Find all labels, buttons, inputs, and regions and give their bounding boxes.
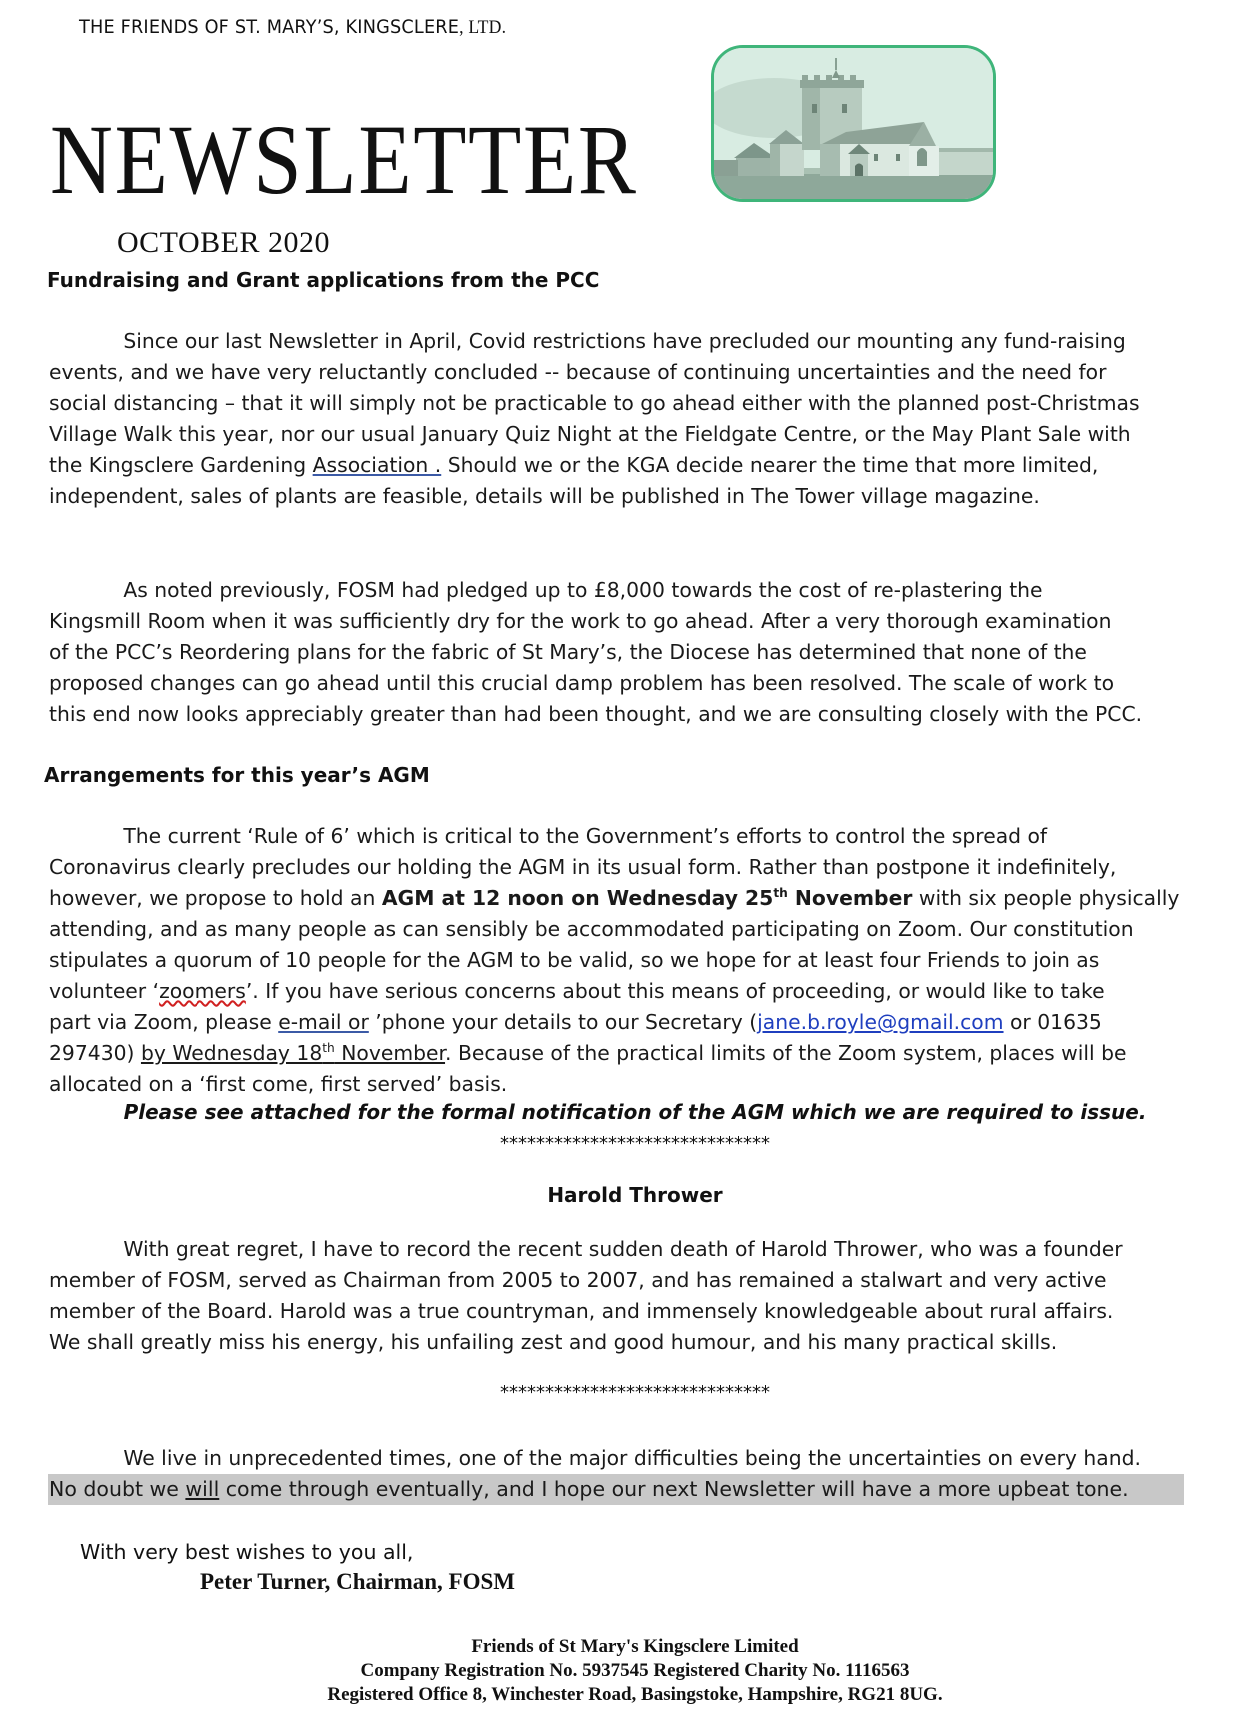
text-fragment: ’phone your details to our Secretary ( — [368, 1010, 758, 1034]
text-fragment: volunteer ‘ — [49, 979, 160, 1003]
text-line: of the PCC’s Reordering plans for the fabric of St Mary’s, the Diocese has determined that none of the — [49, 640, 1087, 664]
text-fragment: ’. If you have serious concerns about this means of proceeding, or would like to take — [245, 979, 1105, 1003]
text-line: allocated on a ‘first come, first served’ basis. — [49, 1072, 508, 1096]
text-line: Village Walk this year, nor our usual January Quiz Night at the Fieldgate Centre, or the May Plant Sale with — [49, 422, 1131, 446]
text-line: attending, and as many people as can sensibly be accommodated participating on Zoom. Our constitution — [49, 917, 1134, 941]
text-line: proposed changes can go ahead until this crucial damp problem has been resolved. The scale of work to — [49, 671, 1115, 695]
fundraising-paragraph-1 — [49, 326, 1199, 512]
agm-paragraph — [49, 821, 1199, 1100]
text-line: independent, sales of plants are feasible, details will be published in The Tower village magazine. — [49, 484, 1040, 508]
text-line: events, and we have very reluctantly concluded -- because of continuing uncertainties and the need for — [49, 360, 1107, 384]
text-fragment: or 01635 — [1003, 1010, 1102, 1034]
text-line: Kingsmill Room when it was sufficiently dry for the work to go ahead. After a very thorough examination — [49, 609, 1112, 633]
text-line: The current ‘Rule of 6’ which is critical to the Government’s efforts to control the spread of — [123, 824, 1048, 848]
text-fragment: the Kingsclere Gardening — [49, 453, 313, 477]
association-link[interactable]: Association . — [312, 453, 442, 477]
text-line: With great regret, I have to record the recent sudden death of Harold Thrower, who was a founder — [123, 1237, 1123, 1261]
church-sketch — [714, 48, 993, 199]
text-line — [49, 450, 1189, 481]
emphasis-will: will — [185, 1477, 220, 1501]
text-line: We shall greatly miss his energy, his unfailing zest and good humour, and his many practical skills. — [49, 1330, 1058, 1354]
text-fragment: AGM at 12 noon on Wednesday 25 — [381, 886, 774, 910]
closing-paragraph — [49, 1443, 1199, 1505]
text-fragment: Should we or the KGA decide nearer the time that more limited, — [441, 453, 1099, 477]
spellcheck-word: zoomers — [159, 979, 246, 1003]
issue-date: OCTOBER 2020 — [117, 226, 330, 259]
text-line: stipulates a quorum of 10 people for the AGM to be valid, so we hope for at least four Friends to join as — [49, 948, 1100, 972]
text-line: member of FOSM, served as Chairman from 2005 to 2007, and has remained a stalwart and very active — [49, 1268, 1107, 1292]
section-divider: ****************************** — [500, 1382, 770, 1403]
text-line: member of the Board. Harold was a true countryman, and immensely knowledgeable about rural affairs. — [49, 1299, 1114, 1323]
ordinal-suffix: th — [322, 1041, 335, 1056]
ordinal-suffix: th — [773, 886, 788, 901]
deadline-underlined — [141, 1041, 445, 1065]
footer-registration: Company Registration No. 5937545 Registered Charity No. 1116563 — [360, 1660, 910, 1681]
text-line — [49, 1038, 1189, 1069]
signoff-greeting: With very best wishes to you all, — [80, 1540, 414, 1564]
section-heading-fundraising: Fundraising and Grant applications from the PCC — [47, 268, 600, 292]
section-divider: ****************************** — [500, 1133, 770, 1154]
text-fragment: November — [787, 886, 913, 910]
secretary-email-link[interactable]: jane.b.royle@gmail.com — [757, 1010, 1004, 1034]
text-line: Coronavirus clearly precludes our holding the AGM in its usual form. Rather than postpone it indefinitely, — [49, 855, 1117, 879]
church-illustration-icon — [711, 45, 996, 202]
text-fragment: however, we propose to hold an — [49, 886, 382, 910]
section-heading-obituary: Harold Thrower — [547, 1183, 723, 1207]
text-line — [49, 1007, 1189, 1038]
text-fragment: with six people physically — [912, 886, 1180, 910]
section-heading-agm: Arrangements for this year’s AGM — [44, 763, 430, 787]
text-line: Since our last Newsletter in April, Covid restrictions have precluded our mounting any fund-raising — [123, 329, 1126, 353]
organization-text: THE FRIENDS OF ST. MARY’S, KINGSCLERE — [79, 16, 460, 38]
text-line — [49, 883, 1189, 914]
text-line: this end now looks appreciably greater than had been thought, and we are consulting closely with the PCC. — [49, 702, 1143, 726]
text-line: We live in unprecedented times, one of the major difficulties being the uncertainties on every hand. — [123, 1446, 1141, 1470]
text-line — [49, 976, 1189, 1007]
highlighted-text-line — [48, 1474, 1184, 1505]
text-fragment: . Because of the practical limits of the Zoom system, places will be — [445, 1041, 1127, 1065]
agm-notice-note: Please see attached for the formal notification of the AGM which we are required to issue. — [123, 1100, 1147, 1124]
text-fragment: come through eventually, and I hope our next Newsletter will have a more upbeat tone. — [219, 1477, 1129, 1501]
fundraising-paragraph-2 — [49, 575, 1199, 730]
footer-office-address: Registered Office 8, Winchester Road, Basingstoke, Hampshire, RG21 8UG. — [327, 1684, 943, 1705]
text-fragment: by Wednesday 18 — [140, 1041, 323, 1065]
agm-date-bold — [382, 886, 913, 910]
text-fragment: No doubt we — [49, 1477, 186, 1501]
obituary-paragraph — [49, 1234, 1199, 1358]
signature: Peter Turner, Chairman, FOSM — [200, 1569, 515, 1594]
email-or-link[interactable]: e-mail or — [278, 1010, 369, 1034]
text-line: social distancing – that it will simply not be practicable to go ahead either with the planned post-Christmas — [49, 391, 1140, 415]
footer-company-name: Friends of St Mary's Kingsclere Limited — [471, 1636, 799, 1657]
text-fragment: 297430) — [49, 1041, 141, 1065]
organization-name — [79, 16, 506, 39]
masthead-title: NEWSLETTER — [50, 104, 638, 215]
text-line: As noted previously, FOSM had pledged up to £8,000 towards the cost of re-plastering the — [123, 578, 1043, 602]
organization-suffix: , LTD. — [459, 17, 507, 38]
text-fragment: November — [334, 1041, 446, 1065]
text-fragment: part via Zoom, please — [49, 1010, 279, 1034]
